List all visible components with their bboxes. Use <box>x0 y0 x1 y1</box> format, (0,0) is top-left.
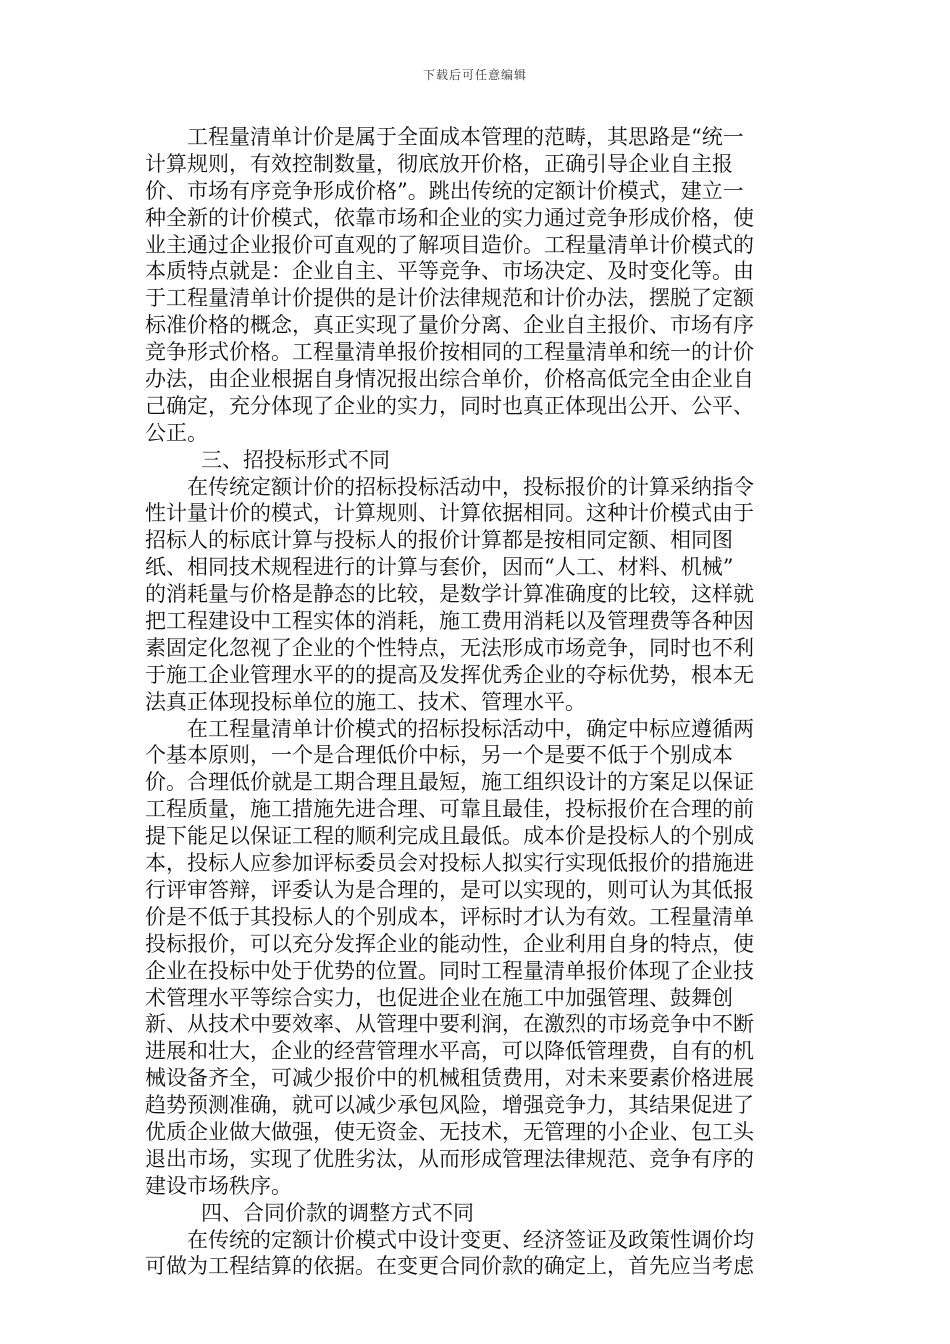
text-line: 纸、相同技术规程进行的计算与套价，因而“人工、材料、机械” <box>145 555 734 580</box>
text-line: 法真正体现投标单位的施工、技术、管理水平。 <box>145 689 586 714</box>
page-header: 下载后可任意编辑 <box>422 68 527 82</box>
text-line: 己确定，充分体现了企业的实力，同时也真正体现出公开、公平、 <box>145 393 754 418</box>
text-line: 建设市场秩序。 <box>145 1173 292 1198</box>
text-line: 素固定化忽视了企业的个性特点，无法形成市场竞争，同时也不利 <box>145 635 754 660</box>
text-line: 行评审答辩，评委认为是合理的，是可以实现的，则可认为其低报 <box>145 877 754 902</box>
text-line: 的消耗量与价格是静态的比较，是数学计算准确度的比较，这样就 <box>145 582 754 607</box>
text-line: 工程量清单计价是属于全面成本管理的范畴，其思路是“统一 <box>187 125 744 149</box>
text-line: 在传统的定额计价模式中设计变更、经济签证及政策性调价均 <box>187 1227 754 1252</box>
section-heading: 三、招投标形式不同 <box>201 447 390 472</box>
text-line: 竞争形式价格。工程量清单报价按相同的工程量清单和统一的计价 <box>145 340 754 365</box>
text-line: 企业在投标中处于优势的位置。同时工程量清单报价体现了企业技 <box>145 958 754 983</box>
text-line: 工程质量，施工措施先进合理、可靠且最佳，投标报价在合理的前 <box>145 797 754 822</box>
text-line: 进展和壮大，企业的经营管理水平高，可以降低管理费，自有的机 <box>145 1039 754 1064</box>
text-line: 优质企业做大做强，使无资金、无技术，无管理的小企业、包工头 <box>145 1119 754 1144</box>
document-body <box>145 124 805 1280</box>
text-line: 趋势预测准确，就可以减少承包风险，增强竞争力，其结果促进了 <box>145 1093 754 1118</box>
section-heading: 四、合同价款的调整方式不同 <box>201 1200 474 1225</box>
text-line: 标准价格的概念，真正实现了量价分离、企业自主报价、市场有序 <box>145 313 754 338</box>
text-line: 个基本原则，一个是合理低价中标，另一个是要不低于个别成本 <box>145 743 733 768</box>
text-line: 本，投标人应参加评标委员会对投标人拟实行实现低报价的措施进 <box>145 851 754 876</box>
text-line: 提下能足以保证工程的顺利完成且最低。成本价是投标人的个别成 <box>145 824 754 849</box>
text-line: 计算规则，有效控制数量，彻底放开价格，正确引导企业自主报 <box>145 151 733 176</box>
text-line: 可做为工程结算的依据。在变更合同价款的确定上，首先应当考虑 <box>145 1254 754 1279</box>
text-line: 投标报价，可以充分发挥企业的能动性，企业利用自身的特点，使 <box>145 931 754 956</box>
text-line: 价、市场有序竞争形成价格”。跳出传统的定额计价模式，建立一 <box>145 178 744 203</box>
text-line: 新、从技术中要效率、从管理中要利润，在激烈的市场竞争中不断 <box>145 1012 754 1037</box>
text-line: 械设备齐全，可减少报价中的机械租赁费用，对未来要素价格进展 <box>145 1066 754 1091</box>
text-line: 价是不低于其投标人的个别成本，评标时才认为有效。工程量清单 <box>145 904 754 929</box>
text-line: 本质特点就是：企业自主、平等竞争、市场决定、及时变化等。由 <box>145 259 754 284</box>
text-line: 性计量计价的模式，计算规则、计算依据相同。这种计价模式由于 <box>145 501 754 526</box>
text-line: 术管理水平等综合实力，也促进企业在施工中加强管理、鼓舞创 <box>145 985 733 1010</box>
text-line: 公正。 <box>145 420 208 445</box>
text-line: 把工程建设中工程实体的消耗，施工费用消耗以及管理费等各种因 <box>145 609 754 634</box>
text-line: 招标人的标底计算与投标人的报价计算都是按相同定额、相同图 <box>145 528 733 553</box>
text-line: 种全新的计价模式，依靠市场和企业的实力通过竞争形成价格，使 <box>145 205 754 230</box>
text-line: 业主通过企业报价可直观的了解项目造价。工程量清单计价模式的 <box>145 232 754 257</box>
text-line: 于施工企业管理水平的的提高及发挥优秀企业的夺标优势，根本无 <box>145 662 754 687</box>
text-line: 在工程量清单计价模式的招标投标活动中，确定中标应遵循两 <box>187 716 754 741</box>
text-line: 在传统定额计价的招标投标活动中，投标报价的计算采纳指令 <box>187 474 754 499</box>
text-line: 退出市场，实现了优胜劣汰，从而形成管理法律规范、竞争有序的 <box>145 1146 754 1171</box>
text-line: 于工程量清单计价提供的是计价法律规范和计价办法，摆脱了定额 <box>145 286 754 311</box>
text-line: 办法，由企业根据自身情况报出综合单价，价格高低完全由企业自 <box>145 367 754 392</box>
text-line: 价。合理低价就是工期合理且最短，施工组织设计的方案足以保证 <box>145 770 754 795</box>
